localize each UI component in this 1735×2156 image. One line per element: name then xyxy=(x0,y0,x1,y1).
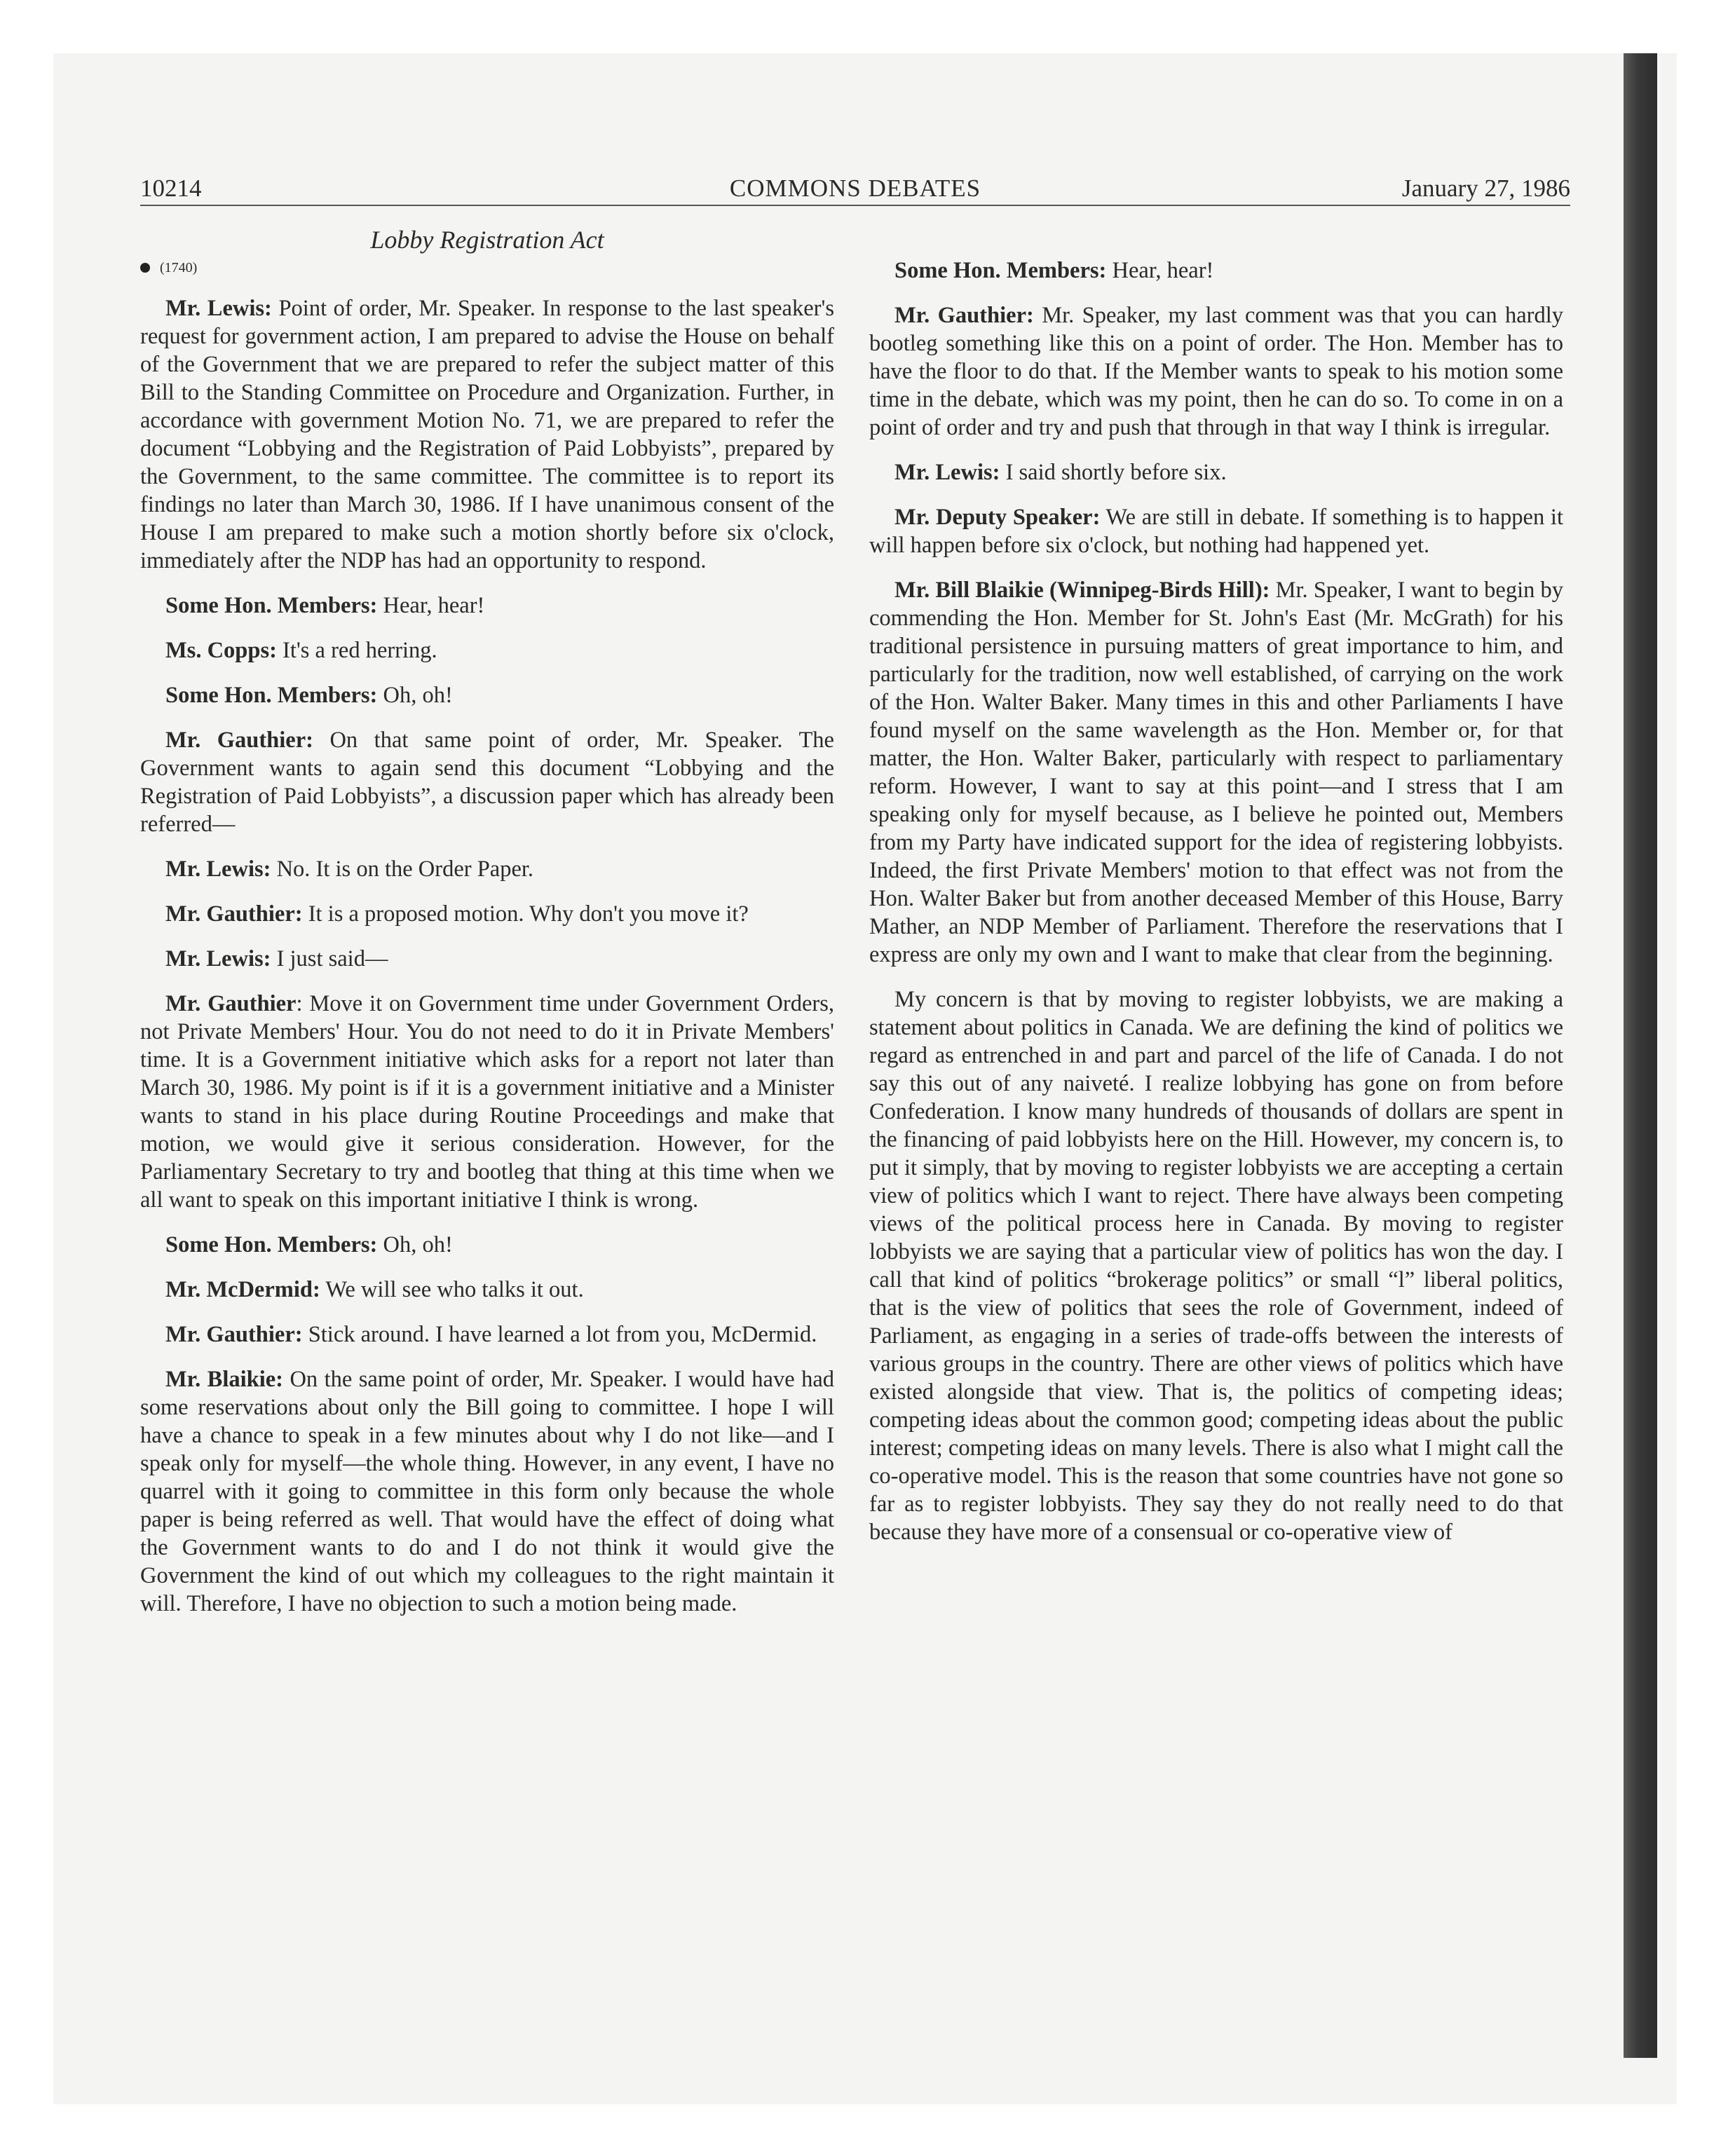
speech-text: Oh, oh! xyxy=(377,1232,453,1257)
paragraph xyxy=(140,900,834,928)
speech-text: Stick around. I have learned a lot from you, McDermid. xyxy=(302,1322,817,1347)
speaker-name: Mr. Deputy Speaker: xyxy=(894,505,1101,530)
speaker-name: Mr. McDermid: xyxy=(165,1277,320,1302)
paragraph xyxy=(140,855,834,883)
paragraph xyxy=(140,294,834,575)
running-header xyxy=(140,171,1570,206)
speaker-name: Mr. Lewis: xyxy=(165,857,271,882)
speech-text: We will see who talks it out. xyxy=(320,1277,584,1302)
speaker-name: Mr. Lewis: xyxy=(165,946,271,971)
paragraph xyxy=(140,945,834,973)
bullet-icon xyxy=(140,263,150,273)
speaker-name: Mr. Gauthier: xyxy=(165,728,313,753)
speech-text: Point of order, Mr. Speaker. In response to the last speaker's request for government action, I am prepared to advise the House on behalf of the Government that we are prepared to refer the subject matter of this Bill to the Standing Committee on Procedure and Organization. Further, in accordance with government Motion No. 71, we are prepared to refer the document “Lobbying and the Registration of Paid Lobbyists”, prepared by the Government, to the same committee. The committee is to report its findings no later than March 30, 1986. If I have unanimous consent of the House I am prepared to make such a motion shortly before six o'clock, immediately after the NDP has had an opportunity to respond. xyxy=(140,296,834,573)
speech-text: I just said— xyxy=(271,946,388,971)
publication-title: COMMONS DEBATES xyxy=(729,175,981,202)
speech-text: Hear, hear! xyxy=(377,593,485,618)
speaker-name: Mr. Gauthier xyxy=(165,991,297,1016)
speaker-name: Mr. Blaikie: xyxy=(165,1367,284,1392)
paragraph xyxy=(869,985,1563,1546)
paragraph xyxy=(140,990,834,1214)
speaker-name: Some Hon. Members: xyxy=(165,683,378,708)
speech-text: I said shortly before six. xyxy=(1000,460,1227,485)
speech-text: Mr. Speaker, I want to begin by commending the Hon. Member for St. John's East (Mr. McGrath) for his traditional persistence in pursuing matters of great importance to him, and particularly for the tradition, now well established, of carrying on the work of the Hon. Walter Baker. Many times in this and other Parliaments I have found myself on the same wavelength as the Hon. Member or, for that matter, the Hon. Walter Baker, particularly with respect to parliamentary reform. However, I want to say at this point—and I stress that I am speaking only for myself because, as I believe he pointed out, Members from my Party have indicated support for the idea of registering lobbyists. Indeed, the first Private Members' motion to that effect was not from the Hon. Walter Baker but from another deceased Member of this House, Barry Mather, an NDP Member of Parliament. Therefore the reservations that I express are only my own and I want to make that clear from the beginning. xyxy=(869,578,1563,967)
speech-text: On the same point of order, Mr. Speaker. I would have had some reservations about only the Bill going to committee. I hope I will have a chance to speak in a few minutes about why I do not like—and I speak only for myself—the whole thing. However, in any event, I have no quarrel with it going to committee in this form only because the whole paper is being referred as well. That would have the effect of doing what the Government wants to do and I do not think it would give the Government the kind of out which my colleagues to the right maintain it will. Therefore, I have no objection to such a motion being made. xyxy=(140,1367,834,1616)
speaker-name: Mr. Gauthier: xyxy=(165,901,303,927)
speaker-name: Mr. Gauthier: xyxy=(894,303,1034,328)
paragraph xyxy=(869,576,1563,969)
header-date: January 27, 1986 xyxy=(1401,175,1570,202)
speaker-name: Mr. Gauthier: xyxy=(165,1322,303,1347)
speech-text: It's a red herring. xyxy=(276,638,437,663)
paragraph xyxy=(140,1231,834,1259)
speaker-name: Some Hon. Members: xyxy=(894,258,1107,283)
time-marker-label: (1740) xyxy=(160,260,198,275)
page-edge-shadow xyxy=(1624,53,1657,2058)
speech-text: Oh, oh! xyxy=(377,683,453,708)
paragraph xyxy=(140,592,834,620)
paragraph xyxy=(140,1321,834,1349)
speech-text: Mr. Speaker, my last comment was that you can hardly bootleg something like this on a point of order. The Hon. Member has to have the floor to do that. If the Member wants to speak to his motion some time in the debate, which was my point, then he can do so. To come in on a point of order and try and push that through in that way I think is irregular. xyxy=(869,303,1563,440)
section-rubric: Lobby Registration Act xyxy=(370,226,604,254)
speech-text: My concern is that by moving to register lobbyists, we are making a statement about politics in Canada. We are defining the kind of politics we regard as entrenched in and part and parcel of the life of Canada. I do not say this out of any naiveté. I realize lobbying has gone on from before Confederation. I know many hundreds of thousands of dollars are spent in the financing of paid lobbyists here on the Hill. However, my concern is, to put it simply, that by moving to register lobbyists we are accepting a certain view of politics which I want to reject. There have always been competing views of the political process here in Canada. By moving to register lobbyists we are saying that a particular view of politics has won the day. I call that kind of politics “brokerage politics” or small “l” liberal politics, that is the view of politics that sees the role of Government, indeed of Parliament, as engaging in a series of trade-offs between the interests of various groups in the country. There are other views of politics which have existed alongside that view. That is, the politics of competing ideas; competing ideas about the common good; competing ideas about the public interest; competing ideas on many levels. There is also what I might call the co-operative model. This is the reason that some countries have not gone so far as to register lobbyists. They say they do not really need to do that because they have more of a consensual or co-operative view of xyxy=(869,987,1563,1545)
paragraph xyxy=(140,1365,834,1618)
speaker-name: Some Hon. Members: xyxy=(165,1232,378,1257)
paragraph xyxy=(869,503,1563,559)
header-rule xyxy=(140,205,1570,206)
speaker-name: Mr. Bill Blaikie (Winnipeg-Birds Hill): xyxy=(894,578,1270,603)
speech-text: We are still in debate. If something is to happen it will happen before six o'clock, but nothing had happened yet. xyxy=(869,505,1563,558)
speaker-name: Mr. Lewis: xyxy=(894,460,1000,485)
speech-text: On that same point of order, Mr. Speaker. The Government wants to again send this document “Lobbying and the Registration of Paid Lobbyists”, a discussion paper which has already been referred— xyxy=(140,728,834,837)
left-column xyxy=(140,254,834,1635)
time-marker xyxy=(140,254,834,282)
speech-text: : Move it on Government time under Government Orders, not Private Members' Hour. You do not need to do it in Private Members' time. It is a Government initiative which asks for a report not later than March 30, 1986. My point is if it is a government initiative and a Minister wants to stand in his place during Routine Proceedings and make that motion, we would give it serious consideration. However, for the Parliamentary Secretary to try and bootleg that thing at this time when we all want to speak on this important initiative I think is wrong. xyxy=(140,991,834,1213)
speaker-name: Ms. Copps: xyxy=(165,638,277,663)
speech-text: No. It is on the Order Paper. xyxy=(271,857,534,882)
speech-text: Hear, hear! xyxy=(1106,258,1214,283)
right-column xyxy=(869,257,1563,1563)
speaker-name: Some Hon. Members: xyxy=(165,593,378,618)
speaker-name: Mr. Lewis: xyxy=(165,296,272,321)
speech-text: It is a proposed motion. Why don't you move it? xyxy=(302,901,749,927)
paragraph xyxy=(140,636,834,664)
paragraph xyxy=(140,681,834,709)
paragraph xyxy=(140,726,834,838)
paragraph xyxy=(869,301,1563,442)
paragraph xyxy=(140,1276,834,1304)
page-number: 10214 xyxy=(140,175,202,202)
paragraph xyxy=(869,458,1563,486)
paragraph xyxy=(869,257,1563,285)
